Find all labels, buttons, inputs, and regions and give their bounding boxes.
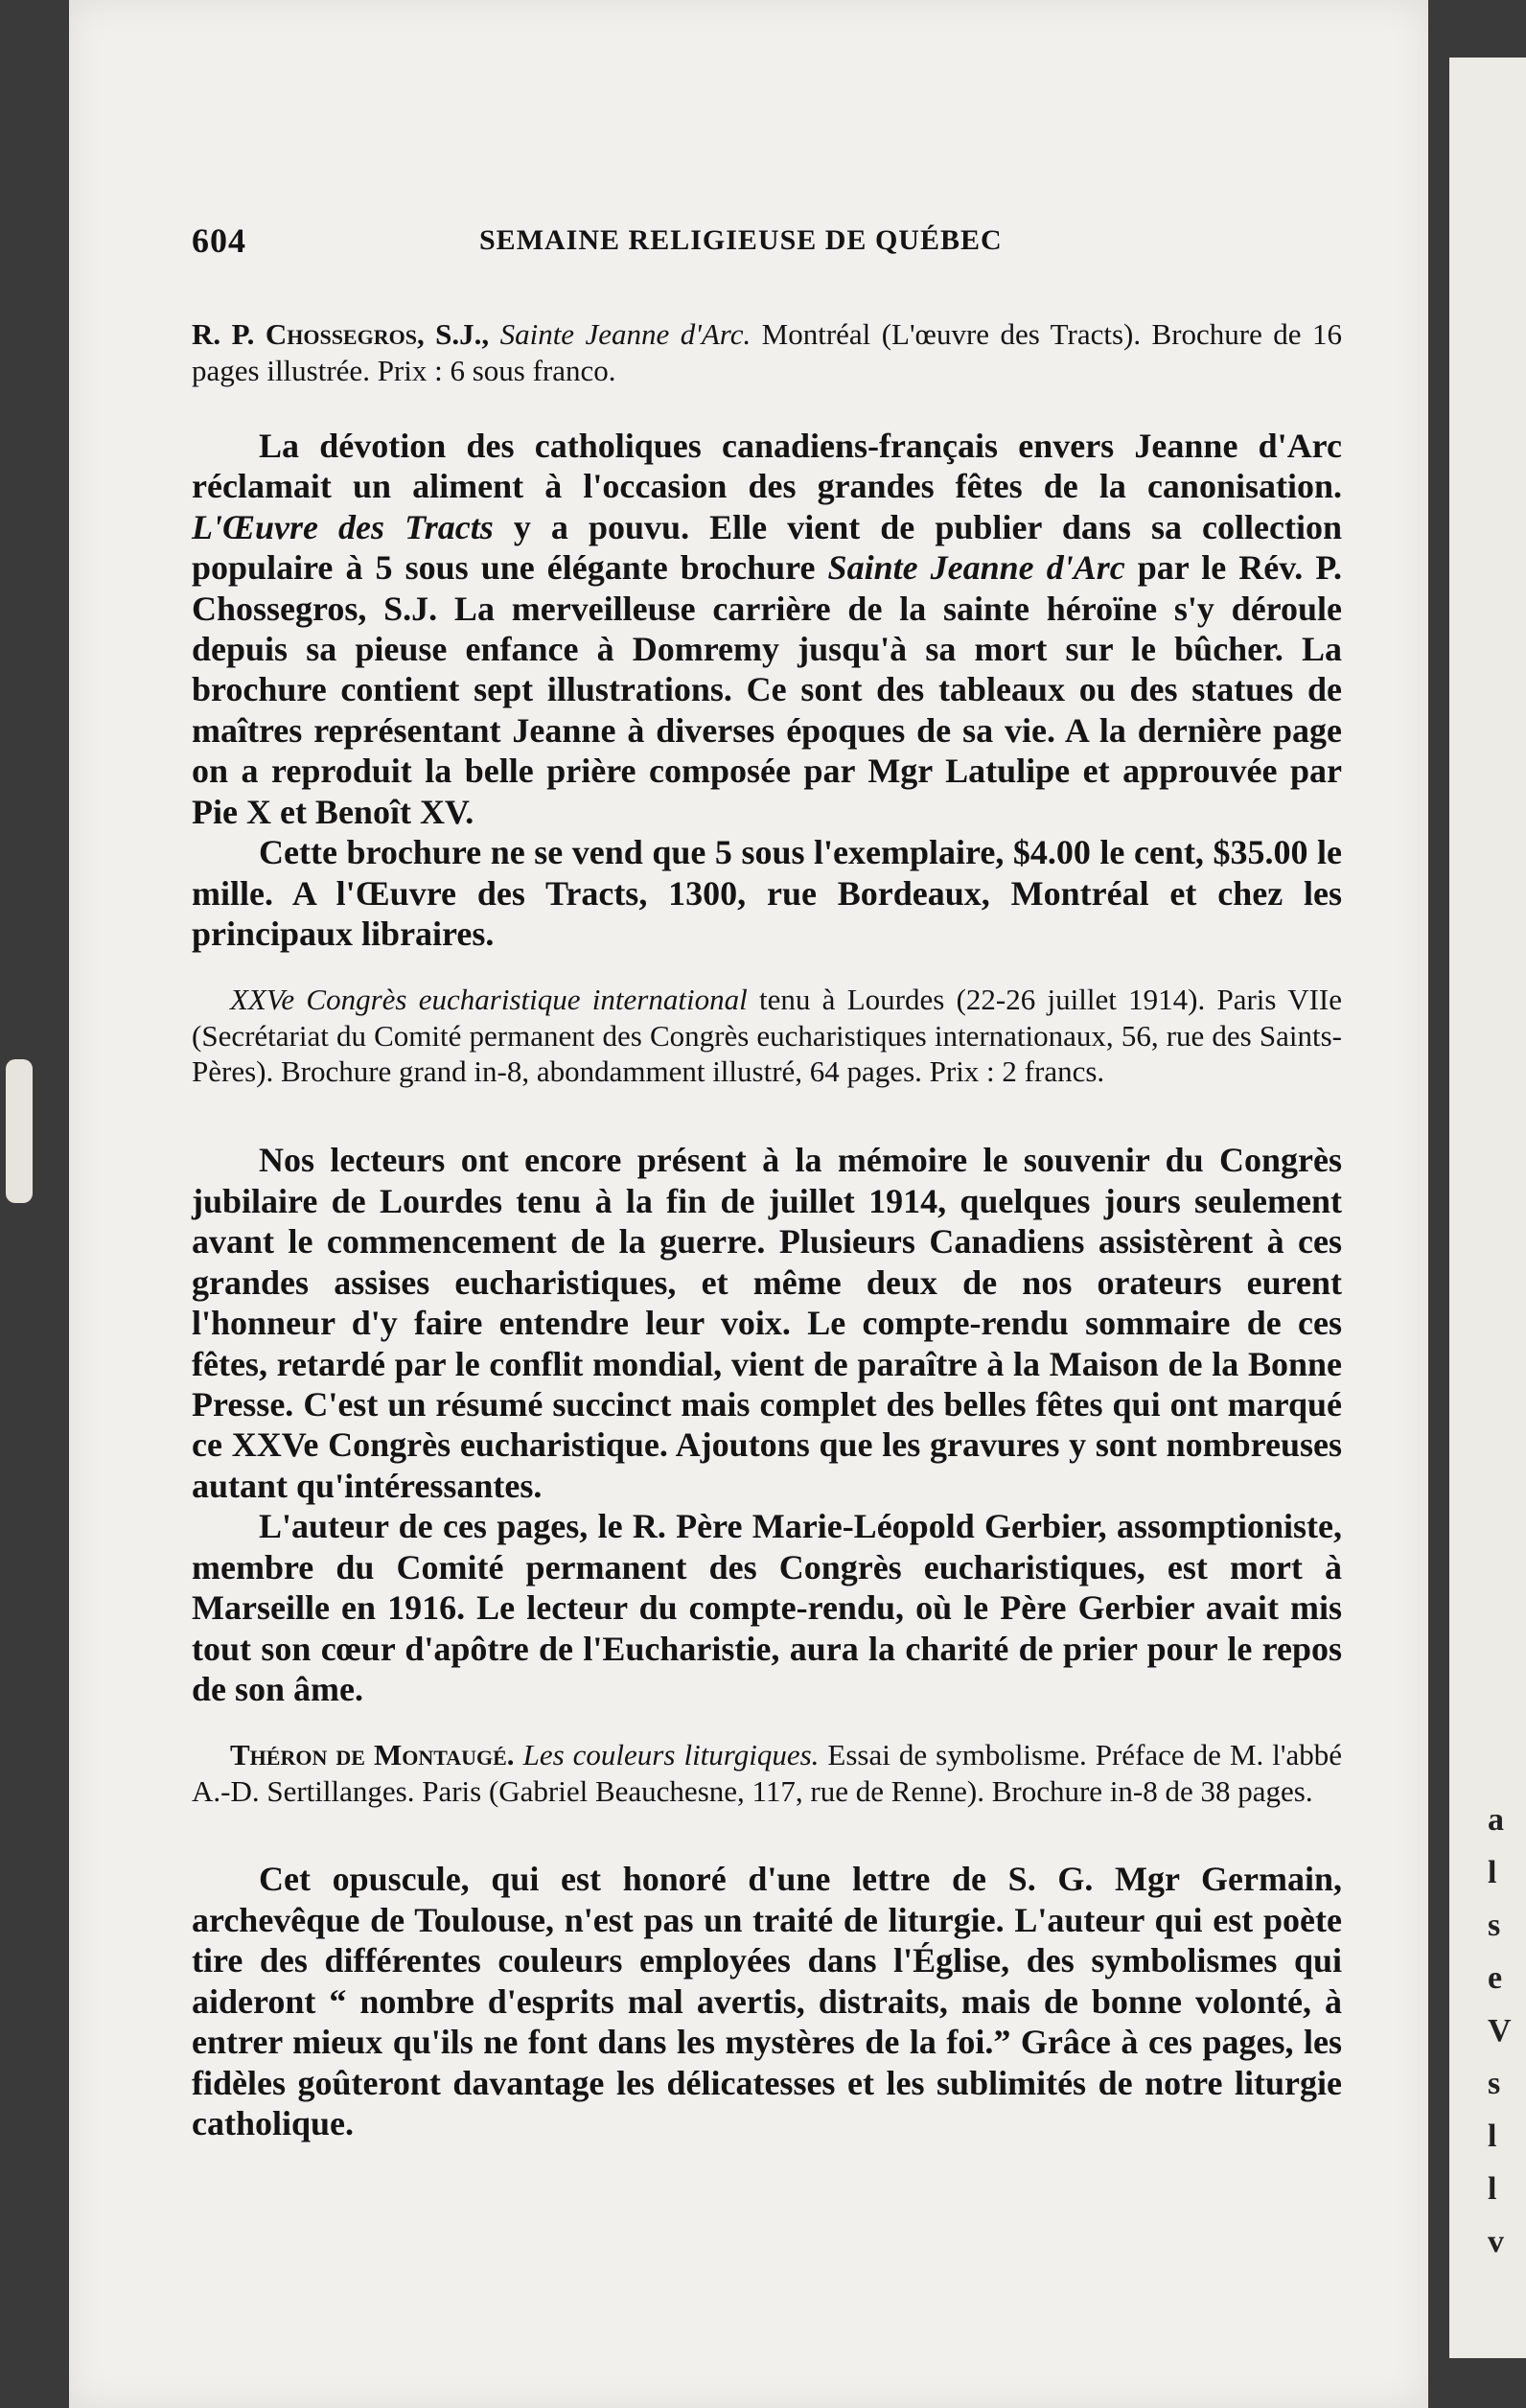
reference-author: Théron de Montaugé. [230, 1737, 515, 1771]
paragraph-jeanne-darc [192, 426, 1342, 833]
paragraph-text: par le Rév. P. Chossegros, S.J. La merveilleuse carrière de la sainte héroïne s'y déroule depuis sa pieuse enfance à Domremy jusqu'à sa mort sur le bûcher. La brochure contient sept illustrations. Ce sont des tableaux ou des statues de maîtres représentant Jeanne à diverses époques de sa vie. A la dernière page on a reproduit la belle prière composée par Mgr Latulipe et approuvée par Pie X et Benoît XV. [192, 548, 1342, 831]
adjacent-page-letter: l [1488, 1855, 1497, 1890]
reference-details: tenu à Lourdes (22-26 juillet 1914). Paris VIIe (Secrétariat du Comité permanent des Congrès eucharistiques internationaux, 56, rue des Saints-Pères). Brochure grand in-8, abondamment illustré, 64 pages. Prix : 2 francs. [192, 982, 1342, 1089]
adjacent-page-edge [1449, 58, 1526, 2358]
running-title: SEMAINE RELIGIEUSE DE QUÉBEC [479, 224, 1003, 256]
adjacent-page-letter: l [1488, 2119, 1497, 2154]
page-number: 604 [192, 221, 246, 260]
adjacent-page-letter: V [1488, 2013, 1512, 2049]
book-reference-1 [192, 316, 1342, 389]
book-reference-2 [192, 982, 1342, 1090]
adjacent-page-letter: e [1488, 1960, 1503, 1996]
reference-title: XXVe Congrès eucharistique international [230, 982, 748, 1016]
paragraph-gerbier: L'auteur de ces pages, le R. Père Marie-Léopold Gerbier, assomptioniste, membre du Comité permanent des Congrès eucharistiques, est mort à Marseille en 1916. Le lecteur du compte-rendu, où le Père Gerbier avait mis tout son cœur d'apôtre de l'Eucharistie, aura la charité de prier pour le repos de son âme. [192, 1507, 1342, 1709]
reference-title: Les couleurs liturgiques. [522, 1737, 820, 1771]
italic-title: L'Œuvre des Tracts [192, 507, 494, 546]
reference-details: Essai de symbolisme. Préface de M. l'abbé A.-D. Sertillanges. Paris (Gabriel Beauchesne, 117, rue de Renne). Brochure in-8 de 38 pages. [192, 1737, 1343, 1808]
page-header [192, 220, 1342, 278]
adjacent-page-letter: s [1488, 1908, 1501, 1943]
adjacent-page-letter: l [1488, 2171, 1497, 2207]
reference-details: Montréal (L'œuvre des Tracts). Brochure de 16 pages illustrée. Prix : 6 sous franco. [192, 317, 1342, 387]
reference-author: R. P. Chossegros, S.J., [192, 317, 490, 351]
paragraph-couleurs: Cet opuscule, qui est honoré d'une lettre de S. G. Mgr Germain, archevêque de Toulouse, n'est pas un traité de liturgie. L'auteur qui est poète tire des différentes couleurs employées dans l'Église, des symbolismes qui aideront “ nombre d'esprits mal avertis, distraits, mais de bonne volonté, à entrer mieux qu'ils ne font dans les mystères de la foi.” Grâce à ces pages, les fidèles goûteront davantage les délicatesses et les sublimités de notre liturgie catholique. [192, 1860, 1342, 2143]
paper-tear-mark [6, 1059, 33, 1203]
adjacent-page-letter: v [1488, 2224, 1504, 2259]
page-content [192, 220, 1342, 2144]
italic-title: Sainte Jeanne d'Arc [827, 548, 1125, 588]
adjacent-page-letter: s [1488, 2066, 1501, 2101]
paragraph-text: y a pouvu. Elle vient de publier dans sa collection populaire à 5 sous une élégante brochure [192, 507, 1342, 588]
paragraph-congres: Nos lecteurs ont encore présent à la mémoire le souvenir du Congrès jubilaire de Lourdes tenu à la fin de juillet 1914, quelques jours seulement avant le commencement de la guerre. Plusieurs Canadiens assistèrent à ces grandes assises eucharistiques, et même deux de nos orateurs eurent l'honneur d'y faire entendre leur voix. Le compte-rendu sommaire de ces fêtes, retardé par le conflit mondial, vient de paraître à la Maison de la Bonne Presse. C'est un résumé succinct mais complet des belles fêtes qui ont marqué ce XXVe Congrès eucharistique. Ajoutons que les gravures y sont nombreuses autant qu'intéressantes. [192, 1141, 1342, 1505]
paragraph-text: La dévotion des catholiques canadiens-français envers Jeanne d'Arc réclamait un aliment à l'occasion des grandes fêtes de la canonisation. [192, 426, 1342, 506]
paragraph-price: Cette brochure ne se vend que 5 sous l'exemplaire, $4.00 le cent, $35.00 le mille. A l'Œuvre des Tracts, 1300, rue Bordeaux, Montréal et chez les principaux libraires. [192, 833, 1342, 954]
adjacent-page-letter: a [1488, 1802, 1504, 1838]
book-reference-3 [192, 1737, 1342, 1810]
reference-title: Sainte Jeanne d'Arc. [499, 317, 751, 351]
